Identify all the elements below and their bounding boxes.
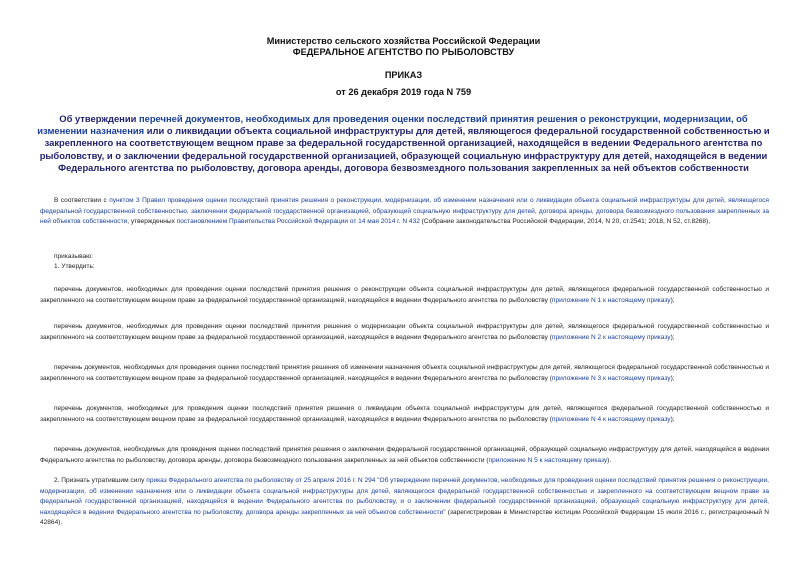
list-item [40, 404, 769, 425]
item-1: 1. Утвердить: [54, 263, 95, 270]
appendix-4-link[interactable]: приложение N 4 к настоящему приказу [551, 415, 671, 423]
item-2-text: 2. Признать утратившим силу [54, 477, 147, 484]
rules-link[interactable]: пунктом 3 Правил проведения оценки последствий принятия решения о реконструкции, модернизации, об изменении назначения или о ликвидации объекта социальной инфраструктуры для детей, являющегося федеральной государственной собственностью, заключении федеральной государственной организацией, образующей социальную инфраструктуру для детей, договора аренды, договора безвозмездного пользования закрепленных за ней объектов собственности [40, 197, 769, 226]
repealed-order-link[interactable]: приказ Федерального агентства по рыболовству от 25 апреля 2016 г. N 294 "Об утверждении перечней документов, необходимых для проведения оценки последствий принятия решения о реконструкции, модернизации, об изменении назначения или о ликвидации объекта социальной инфраструктуры для детей, являющегося федеральной государственной собственностью и закрепленного на соответствующем вещном праве за федеральной государственной организацией, находящейся в ведении Федерального агентства по рыболовству, и о заключении федеральной государственной организацией, образующей социальную инфраструктуру для детей, находящейся в ведении Федерального агентства по рыболовству, договора аренды закрепленных за ней объектов собственности" [40, 477, 769, 516]
title-text-rest: или о ликвидации объекта социальной инфраструктуры для детей, являющегося федеральной государственной собственностью и закрепленного на соответствующем вещном праве за федеральной государственной организацией, находящейся в ведении Федерального агентства по рыболовству, и о заключении федеральной государственной организацией, образующей социальную инфраструктуру для детей, находящейся в ведении Федерального агентства по рыболовству, договора аренды, договора безвозмездного пользования закрепленных за ней объектов собственности [39, 125, 770, 173]
agency-name: ФЕДЕРАЛЬНОЕ АГЕНТСТВО ПО РЫБОЛОВСТВУ [292, 47, 515, 57]
item-2-tail: (зарегистрирован в Министерстве юстиции Российской Федерации 15 июля 2016 г., регистрационный N 42864). [40, 508, 769, 527]
appendix-5-link[interactable]: приложение N 5 к настоящему приказу [488, 456, 608, 464]
appendix-3-link[interactable]: приложение N 3 к настоящему приказу [551, 374, 671, 382]
list-item-tail: ); [670, 333, 675, 341]
list-item-text: перечень документов, необходимых для проведения оценки последствий принятия решения о модернизации объекта социальной инфраструктуры для детей, являющегося федеральной государственной собственностью и закрепленного на соответствующем вещном праве за федеральной государственной организацией, находящейся в ведении Федерального агентства по рыболовству ( [40, 323, 769, 341]
ministry-name: Министерство сельского хозяйства Российской Федерации [266, 36, 541, 46]
doc-type: ПРИКАЗ [384, 70, 423, 80]
list-item [40, 445, 769, 466]
document-title [36, 113, 771, 174]
list-item-tail: ); [670, 374, 675, 382]
list-item-tail: ). [607, 456, 612, 464]
list-item [40, 322, 769, 343]
list-item-text: перечень документов, необходимых для проведения оценки последствий принятия решения об изменении назначения объекта социальной инфраструктуры для детей, являющегося федеральной государственной собственностью и закрепленного на соответствующем вещном праве за федеральной государственной организацией, находящейся в ведении Федерального агентства по рыболовству ( [40, 364, 769, 382]
appendix-1-link[interactable]: приложение N 1 к настоящему приказу [551, 296, 671, 304]
list-item [40, 363, 769, 384]
list-item-text: перечень документов, необходимых для проведения оценки последствий принятия решения о ликвидации объекта социальной инфраструктуры для детей, являющегося федеральной государственной собственностью и закрепленного на соответствующем вещном праве за федеральной государственной организацией, находящейся в ведении Федерального агентства по рыболовству ( [40, 405, 769, 423]
preamble-text-3: (Собрание законодательства Российской Федерации, 2014, N 20, ст.2541; 2018, N 52, ст.8268), [419, 218, 711, 226]
preamble-paragraph [40, 196, 769, 228]
list-item [40, 285, 769, 306]
decree-link[interactable]: постановлением Правительства Российской Федерации от 14 мая 2014 г. N 432 [176, 218, 420, 226]
preamble-text-1: В соответствии с [54, 197, 110, 204]
list-item-text: перечень документов, необходимых для проведения оценки последствий принятия решения о реконструкции объекта социальной инфраструктуры для детей, являющегося федеральной государственной собственностью и закрепленного на соответствующем вещном праве за федеральной государственной организацией, находящейся в ведении Федерального агентства по рыболовству ( [40, 286, 769, 304]
list-item-text: перечень документов, необходимых для проведения оценки последствий принятия решения о заключении федеральной государственной организацией, образующей социальную инфраструктуру для детей, находящейся в ведении Федерального агентства по рыболовству, договора аренды, договора безвозмездного пользования закрепленных за ней объектов собственности ( [40, 446, 769, 464]
title-link[interactable]: перечней документов, необходимых для проведения оценки последствий принятия решения о реконструкции, модернизации, об изменении назначения [37, 113, 748, 137]
list-item-tail: ); [670, 415, 675, 423]
doc-date-number: от 26 декабря 2019 года N 759 [335, 87, 472, 97]
list-item-tail: ); [670, 296, 675, 304]
appendix-2-link[interactable]: приложение N 2 к настоящему приказу [551, 333, 671, 341]
item-2-paragraph [40, 476, 769, 529]
title-text-start: Об утверждении [59, 113, 139, 124]
order-word: приказываю: [54, 253, 93, 260]
preamble-text-2: , утвержденных [127, 218, 177, 226]
